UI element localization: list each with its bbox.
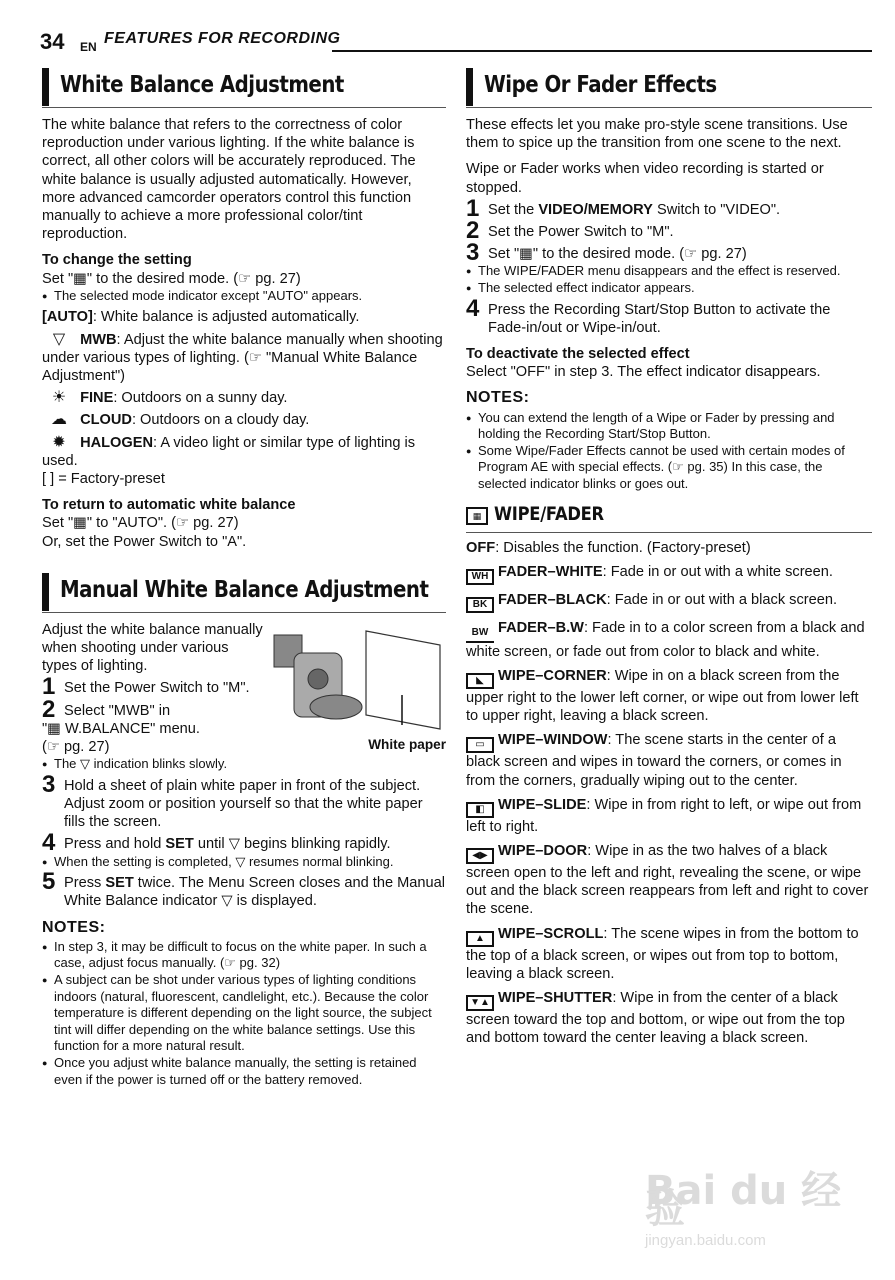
wipe-scroll-icon: ▲ [466, 931, 494, 947]
title-bar [466, 68, 473, 106]
wipe-step-1 [466, 194, 872, 222]
mwb-step4-pre: Press and hold [64, 836, 166, 853]
wipe-item-text: : Wipe in from right to left, or wipe out from left to right. [466, 796, 862, 835]
wipe-item-text: : Wipe in from the center of a black screen toward the top and bottom, or wipe out from the top and bottom toward the center leaving a black screen. [466, 990, 845, 1047]
page-section-title: FEATURES FOR RECORDING [104, 30, 341, 47]
wipe-item-label: WIPE–WINDOW [498, 732, 608, 749]
mwb-section-title [42, 565, 446, 613]
mwb-intro: Adjust the white balance manually when shooting under various types of lighting. [42, 621, 263, 675]
wipe-item-label: WIPE–SCROLL [498, 925, 604, 942]
mwb-step2c: (☞ pg. 27) [42, 739, 110, 756]
wipe-item-label: FADER–BLACK [498, 591, 607, 608]
wipe-effect-item [466, 591, 872, 613]
step-number: 3 [42, 770, 56, 798]
wipe-step1-post: Switch to "VIDEO". [652, 201, 781, 218]
camcorder-lens [308, 669, 328, 689]
step-number: 3 [466, 239, 480, 267]
wipe-item-text: : The scene wipes in from the bottom to the top of a black screen, or wipes out from top to bottom, leaving a black screen. [466, 925, 859, 982]
wb-fine-label: FINE [80, 390, 114, 407]
wipe-item-text: : Fade in or out with a white screen. [602, 563, 833, 580]
mwb-step4-post: until ▽ begins blinking rapidly. [193, 836, 391, 853]
sun-icon: ☀ [51, 389, 67, 407]
wipe-title: Wipe Or Fader Effects [484, 72, 717, 98]
wipe-off-text: : Disables the function. (Factory-preset) [495, 539, 751, 556]
fader-white-icon: WH [466, 569, 494, 585]
wb-return-text1: Set "▦" to "AUTO". (☞ pg. 27) [42, 515, 239, 532]
halogen-icon: ✹ [52, 433, 66, 451]
mwb-step3-text: Hold a sheet of plain white paper in front of the subject. Adjust zoom or position yourself so that the white paper fills the screen. [64, 777, 423, 831]
wipe-item-text: : The scene starts in the center of a black screen and wipes in toward the corners, or comes in from the corners, gradually wiping out to the center. [466, 732, 842, 789]
mwb-title: Manual White Balance Adjustment [60, 576, 429, 603]
mwb-step4-bullet: ● When the setting is completed, ▽ resumes normal blinking. [42, 854, 446, 871]
camcorder-illustration [266, 625, 446, 735]
wb-auto-label: [AUTO] [42, 309, 93, 326]
wipe-effect-item [466, 731, 872, 789]
mwb-note-2: ● A subject can be shot under various types of lighting conditions indoors (natural, fluorescent, candlelight, etc.). Because the color temperature is different depending on the light source, the subject tint will differ depending on the white balance settings. Use this function for a more natural result. [42, 972, 446, 1055]
mwb-notes-title: NOTES: [42, 918, 106, 936]
wipe-step3-text: Set "▦" to the desired mode. (☞ pg. 27) [488, 246, 747, 263]
wipe-item-label: FADER–B.W [498, 619, 584, 636]
step-number: 1 [42, 673, 56, 701]
wipe-off-label: OFF [466, 539, 496, 556]
wb-fine [42, 389, 446, 407]
wb-mwb-text: : Adjust the white balance manually when shooting under various types of lighting. (☞ "Manual White Balance Adjustment") [42, 331, 443, 385]
page-number: 34 [40, 29, 65, 54]
wipe-slide-icon: ◧ [466, 802, 494, 818]
wipe-fader-icon: ▦ [466, 507, 488, 525]
fader-bw-icon: BW [466, 627, 494, 643]
wipe-item-label: WIPE–DOOR [498, 843, 588, 860]
header-rule [332, 50, 872, 52]
wipe-item-text: : Fade in to a color screen from a black and white screen, or fade out from color to black and white. [466, 619, 865, 660]
wb-halogen-label: HALOGEN [80, 434, 154, 451]
mwb-step5-bold: SET [105, 875, 134, 892]
mwb-step2-bullet: ● The ▽ indication blinks slowly. [42, 756, 446, 773]
wipe-effect-item [466, 563, 872, 585]
mwb-step5-pre: Press [64, 875, 106, 892]
wipe-note-1: ● You can extend the length of a Wipe or Fader by pressing and holding the Recording Start/Stop Button. [466, 410, 872, 443]
mwb-step-3 [42, 770, 446, 832]
mwb-note-1: ● In step 3, it may be difficult to focus on the white paper. In such a case, adjust focus manually. (☞ pg. 32) [42, 939, 446, 972]
mwb-step2a: Select "MWB" in [64, 702, 171, 719]
wipe-effect-item [466, 989, 872, 1047]
wb-return-heading: To return to automatic white balance [42, 497, 296, 514]
wipe-item-text: : Wipe in on a black screen from the upper right to the lower left corner, or wipe out from lower left to upper right, leaving a black screen. [466, 668, 859, 725]
title-bar [42, 573, 49, 611]
wipe-notes-title: NOTES: [466, 389, 530, 407]
wipe-effect-item [466, 842, 872, 919]
wb-title: White Balance Adjustment [60, 72, 344, 98]
wipe-step3-bullet-2: ● The selected effect indicator appears. [466, 280, 872, 297]
wb-section-title [42, 60, 446, 108]
wipe-effects-list [466, 563, 872, 1048]
cloud-icon: ☁ [51, 411, 67, 429]
wb-mwb [42, 331, 446, 386]
wipe-item-text: : Fade in or out with a black screen. [606, 591, 838, 608]
mwb-icon: ▽ [52, 330, 66, 348]
watermark-logo: Bai du 经验 [645, 1168, 842, 1233]
title-bar [42, 68, 49, 106]
wipe-item-text: : Wipe in as the two halves of a black screen open to the left and right, revealing the scene, or wipe out and the black screen reappears from left and right to cover the scene. [466, 843, 869, 918]
wb-auto [42, 308, 446, 326]
wipe-intro-1: These effects let you make pro-style scene transitions. Use them to spice up the transition from one scene to the next. [466, 117, 848, 152]
wb-cloud [42, 411, 446, 429]
step-number: 1 [466, 194, 480, 222]
wb-intro: The white balance that refers to the correctness of color reproduction under various lighting. If the white balance is correct, all other colors will be accurately reproduced. The white balance is usually adjusted automatically. However, more advanced camcorder operators control this function manually to achieve a more professional color/tint reproduction. [42, 117, 416, 243]
wb-change-text: Set "▦" to the desired mode. (☞ pg. 27) [42, 270, 301, 287]
wipe-step2-text: Set the Power Switch to "M". [488, 224, 674, 241]
watermark-url: jingyan.baidu.com [645, 1232, 766, 1249]
wipe-intro-2: Wipe or Fader works when video recording is started or stopped. [466, 161, 824, 196]
wb-halogen [42, 434, 446, 470]
wb-return-text2: Or, set the Power Switch to "A". [42, 533, 247, 550]
wb-mwb-label: MWB [80, 331, 117, 348]
wipe-effect-item [466, 925, 872, 983]
mwb-step-5 [42, 868, 446, 910]
step-number: 4 [466, 294, 480, 322]
wb-change-bullet: ● The selected mode indicator except "AUTO" appears. [42, 288, 446, 305]
mwb-step5-post: twice. The Menu Screen closes and the Manual White Balance indicator ▽ is displayed. [64, 875, 445, 910]
wipe-step1-bold: VIDEO/MEMORY [538, 201, 653, 218]
mwb-note-3: ● Once you adjust white balance manually, the setting is retained even if the power is turned off or the battery removed. [42, 1055, 446, 1088]
right-column [466, 60, 872, 1047]
step-number: 4 [42, 829, 56, 857]
wipe-section-title [466, 60, 872, 108]
wipe-effect-item [466, 619, 872, 661]
wipe-window-icon: ▭ [466, 737, 494, 753]
step-number: 2 [466, 217, 480, 245]
wipe-step4-text: Press the Recording Start/Stop Button to activate the Fade-in/out or Wipe-in/out. [488, 301, 831, 336]
wb-halogen-text: : A video light or similar type of lighting is used. [42, 434, 416, 469]
wipe-fader-menu-header [466, 503, 872, 533]
mwb-step-4 [42, 829, 446, 857]
left-column [42, 60, 446, 1088]
camcorder-hand [310, 695, 362, 719]
baidu-watermark [635, 1140, 875, 1250]
wb-auto-text: : White balance is adjusted automatically. [92, 309, 360, 326]
wb-change-heading: To change the setting [42, 252, 192, 269]
figure-caption: White paper [368, 736, 446, 752]
wipe-item-label: FADER–WHITE [498, 563, 603, 580]
wipe-note-2: ● Some Wipe/Fader Effects cannot be used with certain modes of Program AE with special effects. (☞ pg. 35) In this case, the selected indicator blinks or goes out. [466, 443, 872, 493]
white-paper-shape [366, 631, 440, 729]
step-number: 5 [42, 868, 56, 896]
wipe-shutter-icon: ▼▲ [466, 995, 494, 1011]
wipe-effect-item [466, 667, 872, 725]
page-lang: EN [80, 40, 97, 54]
wipe-step-2 [466, 217, 872, 245]
wipe-effect-item [466, 796, 872, 836]
wb-fine-text: : Outdoors on a sunny day. [113, 390, 288, 407]
step-number: 2 [42, 695, 56, 723]
wipe-item-label: WIPE–SHUTTER [498, 990, 613, 1007]
wb-cloud-label: CLOUD [80, 412, 132, 429]
camcorder-figure [266, 625, 446, 750]
mwb-step1-text: Set the Power Switch to "M". [64, 680, 250, 697]
wipe-item-label: WIPE–SLIDE [498, 796, 587, 813]
wipe-step-3 [466, 239, 872, 267]
wb-cloud-text: : Outdoors on a cloudy day. [131, 412, 310, 429]
wipe-deact-text: Select "OFF" in step 3. The effect indicator disappears. [466, 364, 821, 381]
fader-black-icon: BK [466, 597, 494, 613]
wb-factory: [ ] = Factory-preset [42, 471, 165, 488]
wipe-step-4 [466, 294, 872, 337]
wipe-corner-icon: ◣ [466, 673, 494, 689]
wipe-deact-heading: To deactivate the selected effect [466, 346, 690, 363]
wipe-step1-pre: Set the [488, 201, 539, 218]
wipe-step3-bullet-1: ● The WIPE/FADER menu disappears and the effect is reserved. [466, 263, 872, 280]
wipe-door-icon: ◀▶ [466, 848, 494, 864]
mwb-step2b: "▦ W.BALANCE" menu. [42, 720, 200, 737]
wipe-off [466, 539, 872, 557]
mwb-step4-bold: SET [165, 836, 194, 853]
page-header [40, 30, 872, 54]
wipe-item-label: WIPE–CORNER [498, 668, 607, 684]
wipe-fader-menu-title: WIPE/FADER [494, 502, 604, 525]
